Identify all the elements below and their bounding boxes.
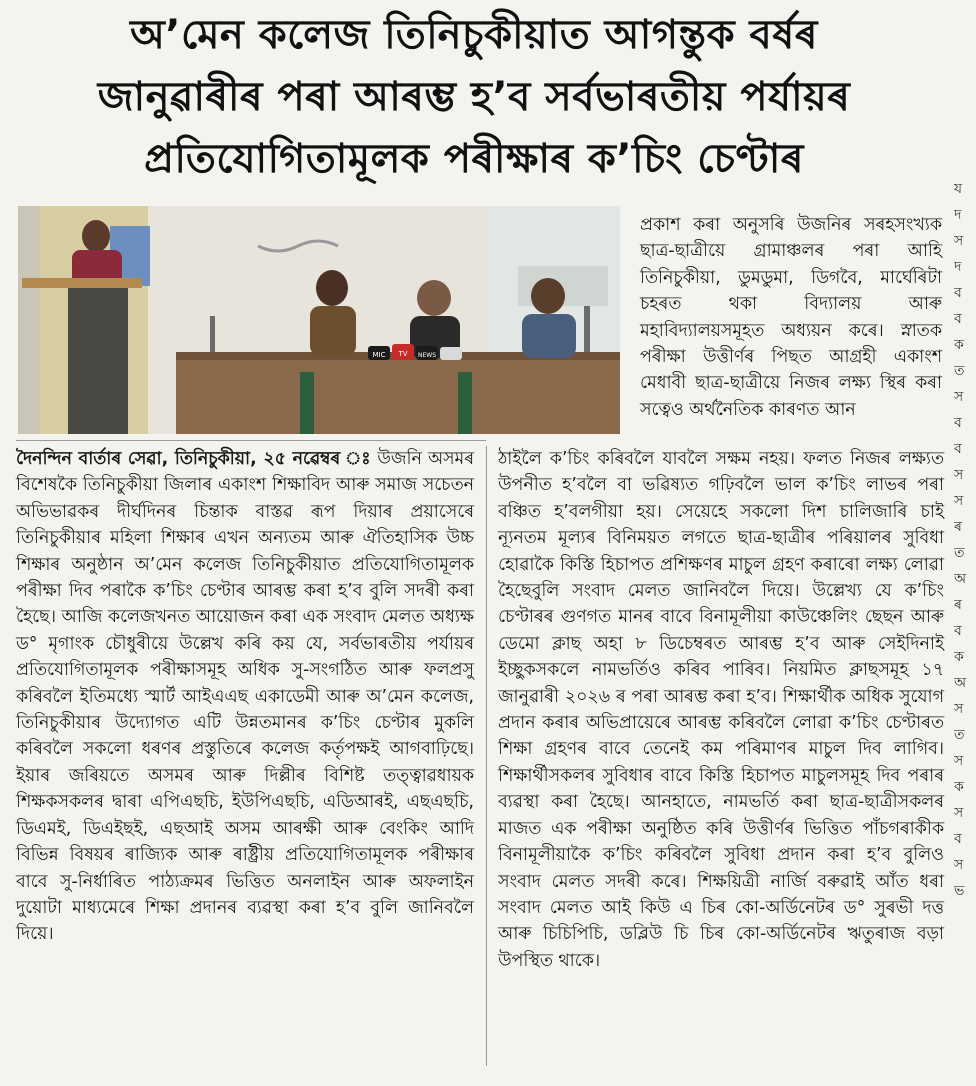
- edge-fragment: য: [954, 181, 963, 197]
- edge-fragment: অ: [954, 571, 967, 587]
- mic-label-2: TV: [398, 350, 408, 358]
- edge-fragment: ব: [954, 415, 962, 431]
- edge-fragment: স: [954, 805, 964, 821]
- headline: [14, 4, 934, 190]
- edge-fragment: স: [954, 753, 964, 769]
- edge-fragment: ক: [954, 649, 964, 665]
- edge-fragment: ত: [954, 727, 965, 743]
- edge-fragment: ব: [954, 285, 962, 301]
- article-paragraph-middle: ঠাইলৈ ক’চিং কৰিবলৈ যাবলৈ সক্ষম নহয়। ফলত নিজৰ লক্ষ্যত উপনীত হ’বলৈ বা ভৱিষ্যত গঢ়িবলৈ ভাল ক’চিং লাভৰ পৰা বঞ্চিত হ’বলগীয়া হয়। সেয়েহে সকলো দিশ চালিজাৰি চাই ন্যূনতম মূল্যৰ বিনিময়ত লগতে ছাত্ৰ-ছাত্ৰীৰ পৰিয়ালৰ সুবিধা হোৱাকৈ কিস্তি হিচাপত প্ৰশিক্ষণৰ মাচুল গ্ৰহণ কৰাৰো লক্ষ্য লোৱা হৈছেবুলি সংবাদ মেলত জানিবলৈ দিয়ে। উল্লেখ্য যে ক’চিং চেণ্টাৰৰ গুণগত মানৰ বাবে বিনামূলীয়া কাউঞ্চেলিং ছেছন আৰু ডেমো ক্লাছ অহা ৮ ডিচেম্বৰত আৰম্ভ হ’ব আৰু সেইদিনাই ইচ্ছুকসকলে নামভৰ্তিও কৰিব পাৰিব। নিয়মিত ক্লাছসমূহ ১৭ জানুৱাৰী ২০২৬ ৰ পৰা আৰম্ভ কৰা হ’ব। শিক্ষাৰ্থীক অধিক সুযোগ প্ৰদান কৰাৰ অভিপ্ৰায়েৰে আৰম্ভ কৰিবলৈ লোৱা ক’চিং চেণ্টাৰত শিক্ষা গ্ৰহণৰ বাবে তেনেই কম পৰিমাণৰ মাচুল দিব লাগিব। শিক্ষাৰ্থীসকলৰ সুবিধাৰ বাবে কিস্তি হিচাপত মাচুলসমূহ দিব পৰাৰ ব্যৱস্থা কৰা হৈছে। আনহাতে, নামভৰ্তি কৰা ছাত্ৰ-ছাত্ৰীসকলৰ মাজত এক পৰীক্ষা অনুষ্ঠিত কৰি উত্তীৰ্ণৰ ভিত্তিত পাঁচগৰাকীক বিনামূলীয়াকৈ ক’চিং কৰিবলৈ সুবিধা প্ৰদান কৰা হ’ব বুলিও সংবাদ মেলত সদৰী কৰে। শিক্ষয়িত্ৰী নাৰ্জি বৰুৱাই আঁত ধৰা সংবাদ মেলত আই কিউ এ চিৰ কো-অৰ্ডিনেটৰ ড° সুৰভী দত্ত আৰু চিচিপিচি, ডব্লিউ চি চিৰ কো-অৰ্ডিনেটৰ ঋতুৰাজ বড়া উপস্থিত থাকে।: [498, 449, 944, 971]
- divider-vertical: [486, 446, 487, 1066]
- edge-fragment: স: [954, 389, 964, 405]
- article-column-middle: [498, 446, 944, 974]
- edge-fragment: ব: [954, 441, 962, 457]
- edge-fragment: ৰ: [954, 519, 962, 535]
- edge-fragment: ভ: [954, 883, 965, 899]
- press-conference-illustration: [18, 206, 620, 434]
- edge-fragment: অ: [954, 675, 967, 691]
- edge-fragment: ত: [954, 363, 965, 379]
- adjacent-article-edge: [954, 176, 976, 916]
- headline-line-2: জানুৱাৰীৰ পৰা আৰম্ভ হ’ব সৰ্বভাৰতীয় পৰ্যায়ৰ: [97, 74, 851, 120]
- edge-fragment: ক: [954, 337, 964, 353]
- edge-fragment: ক: [954, 779, 964, 795]
- edge-fragment: স: [954, 701, 964, 717]
- edge-fragment: দ: [954, 207, 962, 223]
- edge-fragment: ৰ: [954, 597, 962, 613]
- headline-line-1: অ’মেন কলেজ তিনিচুকীয়াত আগন্তুক বৰ্ষৰ: [130, 12, 818, 58]
- article-column-left: [16, 446, 474, 948]
- edge-fragment: দ: [954, 259, 962, 275]
- article-paragraph-left: [16, 446, 474, 948]
- edge-fragment: ব: [954, 623, 962, 639]
- edge-fragment: স: [954, 233, 964, 249]
- article-column-right-top: [640, 212, 942, 423]
- edge-fragment: ব: [954, 831, 962, 847]
- dateline: দৈনন্দিন বাৰ্তাৰ সেৱা, তিনিচুকীয়া, ২৫ নৱেম্বৰ ঃ: [16, 449, 372, 469]
- edge-fragment: স: [954, 857, 964, 873]
- mic-label-3: NEWS: [417, 352, 437, 359]
- headline-line-3: প্ৰতিযোগিতামূলক পৰীক্ষাৰ ক’চিং চেণ্টাৰ: [144, 136, 804, 182]
- article-paragraph-right-top: প্ৰকাশ কৰা অনুসৰি উজনিৰ সৰহসংখ্যক ছাত্ৰ-ছাত্ৰীয়ে গ্ৰামাঞ্চলৰ পৰা আহি তিনিচুকীয়া, ডুমডুমা, ডিগবৈ, মাৰ্ঘেৰিটা চহৰত থকা বিদ্যালয় আৰু মহাবিদ্যালয়সমূহত অধ্যয়ন কৰে। স্নাতক পৰীক্ষা উত্তীৰ্ণৰ পিছত আগ্ৰহী একাংশ মেধাবী ছাত্ৰ-ছাত্ৰীয়ে নিজৰ লক্ষ্য স্থিৰ কৰা সত্বেও অৰ্থনৈতিক কাৰণত আন: [640, 215, 942, 420]
- mic-label-1: MIC: [372, 351, 386, 359]
- article-body-left: উজনি অসমৰ বিশেষকৈ তিনিচুকীয়া জিলাৰ একাংশ শিক্ষাবিদ আৰু সমাজ সচেতন অভিভাৱকৰ দীৰ্ঘদিনৰ চিন্তাক বাস্তৱ ৰূপ দিয়াৰ প্ৰয়াসেৰে তিনিচুকীয়াৰ মহিলা শিক্ষাৰ এখন অন্যতম আৰু ঐতিহাসিক উচ্চ শিক্ষাৰ অনুষ্ঠান অ’মেন কলেজ তিনিচুকীয়াত প্ৰতিযোগিতামূলক পৰীক্ষা দিব পৰাকৈ ক’চিং চেণ্টাৰ আৰম্ভ কৰা হ’ব বুলি সদৰী কৰা হৈছে। আজি কলেজখনত আয়োজন কৰা এক সংবাদ মেলত অধ্যক্ষ ড° মৃগাংক চৌধুৰীয়ে উল্লেখ কৰি কয় যে, সৰ্বভাৰতীয় পৰ্যায়ৰ প্ৰতিযোগিতামূলক পৰীক্ষাসমূহ অধিক সু-সংগঠিত আৰু ফলপ্ৰসু কৰিবলৈ ইতিমধ্যে স্মাৰ্ট আইএএছ একাডেমী আৰু অ’মেন কলেজ, তিনিচুকীয়াৰ উদ্যোগত এটি উন্নতমানৰ ক’চিং চেণ্টাৰ মুকলি কৰিবলৈ সকলো ধৰণৰ প্ৰস্তুতিৰে কলেজ কৰ্তৃপক্ষই আগবাঢ়িছে। ইয়াৰ জৰিয়তে অসমৰ আৰু দিল্লীৰ বিশিষ্ট তত্ত্বাৱধায়ক শিক্ষকসকলৰ দ্বাৰা এপিএছচি, ইউপিএছচি, এডিআৰই, এছএছচি, ডিএমই, ডিএইছই, এছআই অসম আৰক্ষী আৰু বেংকিং আদি বিভিন্ন বিষয়ৰ ৰাজ্যিক আৰু ৰাষ্ট্ৰীয় প্ৰতিযোগিতামূলক পৰীক্ষাৰ বাবে সু-নিৰ্ধাৰিত পাঠ্যক্ৰমৰ ভিত্তিত অনলাইন আৰু অফলাইন দুয়োটা মাধ্যমেৰে শিক্ষা প্ৰদানৰ ব্যৱস্থা কৰা হ’ব বুলি জানিবলৈ দিয়ে।: [16, 449, 474, 945]
- divider-horizontal: [16, 440, 486, 441]
- press-conference-photo: [18, 206, 620, 434]
- edge-fragment: স: [954, 467, 964, 483]
- edge-fragment: ত: [954, 545, 965, 561]
- edge-fragment: ব: [954, 311, 962, 327]
- edge-fragment: স: [954, 493, 964, 509]
